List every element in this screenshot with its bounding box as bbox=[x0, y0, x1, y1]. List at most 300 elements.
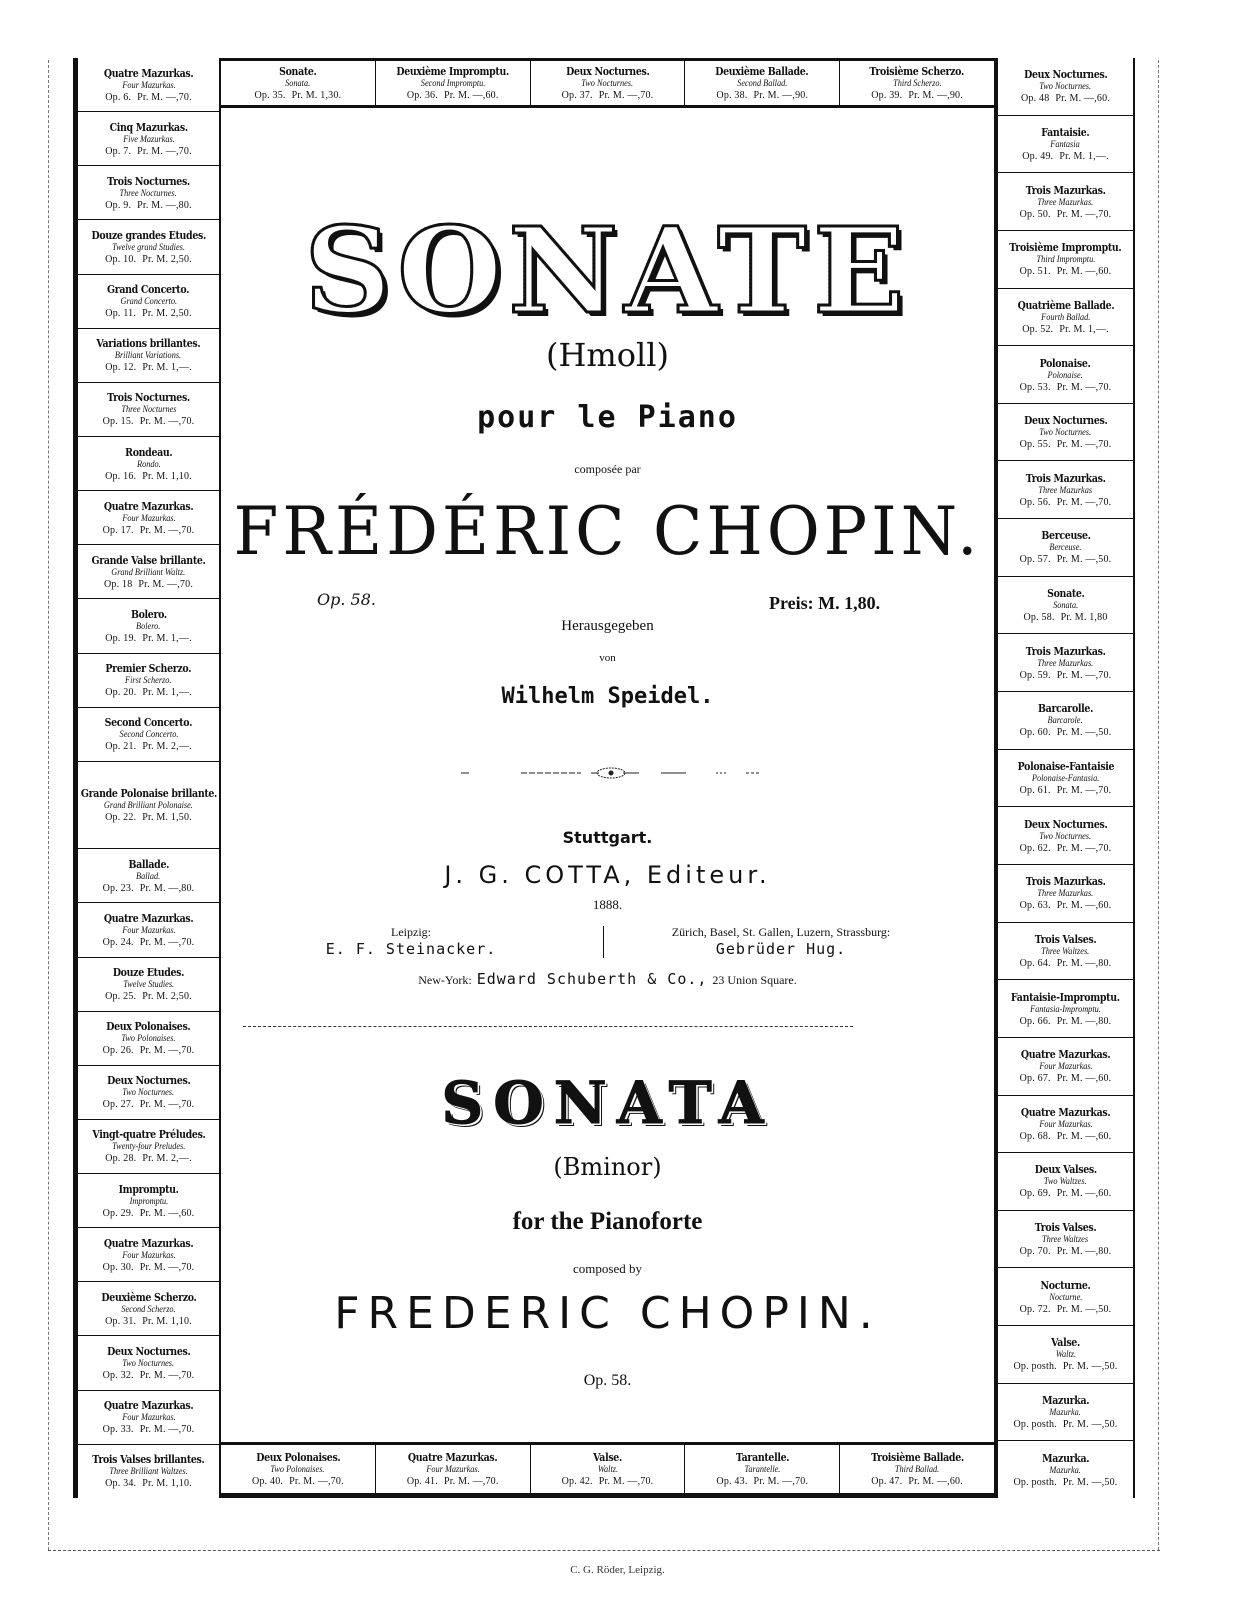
work-title-english: Two Nocturnes. bbox=[581, 78, 634, 88]
work-opus-price bbox=[1013, 1360, 1117, 1373]
opus-number: Op. 38. bbox=[716, 90, 748, 101]
work-opus-price bbox=[105, 686, 192, 699]
catalog-entry bbox=[78, 1174, 219, 1228]
agent-name: E. F. Steinacker. bbox=[325, 940, 497, 958]
opus-number: Op. 56. bbox=[1019, 496, 1051, 508]
work-title-french: Trois Valses brillantes. bbox=[92, 1452, 205, 1467]
work-opus-price bbox=[105, 1315, 192, 1328]
catalog-entry bbox=[78, 903, 219, 957]
work-title-english: Four Mazurkas. bbox=[1038, 1118, 1093, 1129]
catalog-entry bbox=[998, 865, 1133, 923]
work-opus-price bbox=[105, 990, 192, 1003]
work-title-english: Waltz. bbox=[597, 1464, 618, 1474]
price: Pr. M. —,70. bbox=[138, 578, 194, 590]
work-opus-price bbox=[716, 89, 808, 102]
work-opus-price bbox=[103, 882, 195, 895]
catalog-entry bbox=[78, 1066, 219, 1120]
work-title-french: Deux Nocturnes. bbox=[106, 1344, 191, 1359]
work-title-french: Deux Polonaises. bbox=[106, 1019, 191, 1034]
price: Pr. M. —,50. bbox=[1056, 554, 1112, 566]
catalog-entry bbox=[78, 708, 219, 762]
work-title-french: Quatrième Ballade. bbox=[1017, 297, 1114, 312]
catalog-entry bbox=[78, 1120, 219, 1174]
agent-city: New-York: bbox=[418, 973, 472, 987]
catalog-right-column bbox=[994, 58, 1135, 1498]
catalog-entry bbox=[998, 461, 1133, 519]
opus-number: Op. 61. bbox=[1019, 785, 1051, 796]
work-opus-price bbox=[1020, 381, 1112, 394]
work-title-french: Mazurka. bbox=[1041, 1450, 1090, 1465]
opus-number: Op. 9. bbox=[105, 199, 132, 211]
work-opus-price bbox=[104, 578, 193, 591]
opus-number: Op. 26. bbox=[102, 1045, 134, 1057]
opus-number: Op. 11. bbox=[105, 308, 137, 320]
work-title-french: Polonaise. bbox=[1040, 355, 1091, 370]
price: Pr. M. —,60. bbox=[1056, 900, 1112, 912]
work-title-french: Deuxième Impromptu. bbox=[396, 64, 509, 78]
price: Pr. M. 1,50. bbox=[142, 812, 192, 824]
work-title-french: Trois Valses. bbox=[1034, 931, 1097, 946]
work-title-french: Nocturne. bbox=[1040, 1277, 1091, 1292]
work-title-french: Douze grandes Etudes. bbox=[91, 227, 206, 242]
work-title-french: Sonate. bbox=[1046, 586, 1085, 601]
catalog-entry bbox=[531, 61, 686, 105]
work-opus-price bbox=[103, 1423, 195, 1436]
work-title-french: Rondeau. bbox=[124, 444, 173, 459]
work-opus-price bbox=[105, 307, 191, 320]
work-title-english: Twelve grand Studies. bbox=[112, 241, 185, 252]
price: Pr. M. —,70. bbox=[289, 1476, 344, 1487]
work-title-french: Valse. bbox=[593, 1450, 622, 1464]
opus-number: Op. 32. bbox=[102, 1370, 134, 1382]
work-title-english: Grand Concerto. bbox=[120, 296, 177, 307]
catalog-entry bbox=[998, 692, 1133, 750]
price: Pr. M. —,60. bbox=[139, 1207, 195, 1219]
work-title-french: Fantaisie-Impromptu. bbox=[1011, 989, 1120, 1004]
catalog-entry bbox=[840, 1445, 994, 1493]
work-title-english: Two Nocturnes. bbox=[1039, 81, 1092, 92]
price: Pr. M. 2,—. bbox=[142, 1153, 192, 1165]
catalog-entry bbox=[78, 112, 219, 166]
catalog-entry bbox=[998, 1268, 1133, 1326]
opus-number: Op. 24. bbox=[102, 936, 134, 948]
price: Pr. M. —,70. bbox=[137, 145, 192, 157]
work-opus-price bbox=[103, 1369, 195, 1382]
work-title-english: Two Nocturnes. bbox=[122, 1087, 175, 1098]
opus-number: Op. 49. bbox=[1022, 150, 1054, 162]
price: Pr. M. —,70. bbox=[137, 91, 192, 103]
catalog-entry bbox=[998, 404, 1133, 462]
printer-credit: C. G. Röder, Leipzig. bbox=[570, 1564, 665, 1576]
page-edge-bottom bbox=[48, 1550, 1160, 1551]
price: Pr. M. 2,—. bbox=[142, 741, 192, 753]
opus-number: Op. 58. bbox=[317, 590, 376, 609]
price: Pr. M. 1,—. bbox=[142, 362, 192, 374]
work-opus-price bbox=[1022, 323, 1109, 336]
work-opus-price bbox=[103, 1207, 195, 1220]
composed-by-english: composed by bbox=[573, 1261, 642, 1276]
opus-number: Op. 67. bbox=[1019, 1073, 1051, 1085]
work-title-french: Grande Polonaise brillante. bbox=[80, 786, 217, 801]
work-title-english: Two Nocturnes. bbox=[1039, 427, 1092, 438]
by-label: von bbox=[599, 652, 616, 664]
work-title-french: Fantaisie. bbox=[1041, 124, 1090, 139]
opus-number: Op. posth. bbox=[1013, 1361, 1057, 1373]
work-title-english: Four Mazurkas. bbox=[121, 1412, 176, 1423]
work-opus-price bbox=[871, 1475, 963, 1488]
work-opus-price bbox=[1021, 92, 1110, 105]
agent-new-york bbox=[221, 970, 994, 988]
price: Pr. M. —,80. bbox=[1056, 1015, 1112, 1027]
catalog-entry bbox=[998, 231, 1133, 289]
catalog-entry bbox=[998, 577, 1133, 635]
price: Pr. M. —,70. bbox=[139, 1261, 195, 1273]
opus-number: Op. 41. bbox=[406, 1476, 438, 1487]
work-opus-price bbox=[252, 1475, 344, 1488]
work-title-english: Two Nocturnes. bbox=[122, 1358, 175, 1369]
work-title-french: Premier Scherzo. bbox=[105, 661, 192, 676]
work-title-french: Cinq Mazurkas. bbox=[109, 119, 188, 134]
work-opus-price bbox=[562, 89, 654, 102]
work-title-french: Troisième Scherzo. bbox=[869, 64, 965, 78]
price: Pr. M. —,60. bbox=[908, 1476, 963, 1487]
price: Pr. M. 1,30. bbox=[291, 90, 342, 101]
price: Pr. M. —,80. bbox=[1056, 957, 1112, 969]
catalog-entry bbox=[998, 634, 1133, 692]
catalog-entry bbox=[78, 220, 219, 274]
price: Pr. M. —,70. bbox=[753, 1476, 809, 1487]
catalog-entry bbox=[78, 1336, 219, 1390]
price: Pr. M. —,50. bbox=[1062, 1476, 1118, 1488]
page-edge-right bbox=[1158, 60, 1159, 1550]
work-title-english: First Scherzo. bbox=[125, 675, 172, 686]
catalog-entry bbox=[78, 762, 219, 849]
price: Pr. M. —,70. bbox=[1056, 669, 1112, 681]
work-opus-price bbox=[407, 1475, 499, 1488]
title-panel bbox=[221, 108, 994, 1442]
price: Pr. M. 1,—. bbox=[1059, 150, 1109, 162]
opus-number: Op. 36. bbox=[406, 90, 438, 101]
catalog-entry bbox=[78, 545, 219, 599]
work-title-french: Trois Valses. bbox=[1034, 1220, 1097, 1235]
work-title-english: Second Scherzo. bbox=[121, 1303, 176, 1314]
catalog-entry bbox=[78, 491, 219, 545]
work-opus-price bbox=[1020, 1130, 1112, 1143]
agent-address: 23 Union Square. bbox=[712, 973, 797, 987]
catalog-entry bbox=[78, 1012, 219, 1066]
opus-number: Op. 34. bbox=[105, 1478, 137, 1490]
work-opus-price bbox=[1022, 150, 1109, 163]
opus-number: Op. 33. bbox=[102, 1424, 134, 1436]
opus-number: Op. 62. bbox=[1019, 842, 1051, 854]
work-title-english: Two Polonaises. bbox=[270, 1464, 325, 1474]
work-title-english: Two Nocturnes. bbox=[1039, 830, 1092, 841]
work-opus-price bbox=[103, 936, 195, 949]
price: Pr. M. —,80. bbox=[139, 882, 195, 894]
work-title-french: Deuxième Scherzo. bbox=[100, 1289, 197, 1304]
work-title-french: Variations brillantes. bbox=[96, 336, 201, 351]
price: Pr. M. —,70. bbox=[1056, 785, 1112, 796]
work-opus-price bbox=[105, 740, 192, 753]
catalog-left-column bbox=[73, 58, 221, 1498]
work-title-english: Three Mazurkas. bbox=[1037, 888, 1094, 899]
opus-number: Op. 21. bbox=[105, 741, 137, 753]
catalog-entry bbox=[998, 1211, 1133, 1269]
composed-by-french: composée par bbox=[574, 462, 641, 476]
catalog-entry bbox=[998, 58, 1133, 116]
work-opus-price bbox=[105, 91, 192, 104]
price: Pr. M. 1,—. bbox=[142, 632, 192, 644]
work-title-english: Second Concerto. bbox=[119, 729, 178, 740]
price: Pr. M. 2,50. bbox=[142, 991, 192, 1003]
price: Pr. M. —,50. bbox=[1056, 727, 1112, 739]
opus-number: Op. 6. bbox=[105, 91, 132, 103]
price: Pr. M. —,70. bbox=[139, 1370, 195, 1382]
work-title-english: Waltz. bbox=[1055, 1349, 1076, 1360]
opus-number: Op. 64. bbox=[1019, 957, 1051, 969]
work-title-french: Second Concerto. bbox=[104, 715, 193, 730]
agent-city: Zürich, Basel, St. Gallen, Luzern, Strassburg: bbox=[671, 925, 891, 939]
opus-number: Op. 52. bbox=[1022, 323, 1054, 335]
work-title-french: Quatre Mazurkas. bbox=[103, 65, 194, 80]
work-opus-price bbox=[105, 470, 192, 483]
work-title-english: Grand Brilliant Polonaise. bbox=[103, 800, 194, 811]
catalog-entry bbox=[998, 1153, 1133, 1211]
opus-number: Op. 70. bbox=[1019, 1246, 1051, 1258]
work-title-french: Trois Nocturnes. bbox=[107, 390, 190, 405]
work-title-french: Polonaise-Fantaisie bbox=[1017, 759, 1114, 773]
work-title-french: Troisième Ballade. bbox=[870, 1450, 964, 1464]
price: Pr. M. —,60. bbox=[1056, 1188, 1112, 1200]
catalog-entry bbox=[78, 958, 219, 1012]
work-title-english: Nocturne. bbox=[1049, 1291, 1082, 1302]
catalog-entry bbox=[376, 1445, 531, 1493]
work-title-english: Berceuse. bbox=[1049, 542, 1082, 553]
opus-number-english: Op. 58. bbox=[583, 1372, 632, 1389]
work-opus-price bbox=[105, 145, 192, 158]
opus-number: Op. 47. bbox=[871, 1476, 903, 1487]
work-title-english: Polonaise. bbox=[1047, 369, 1084, 380]
opus-number: Op. 53. bbox=[1019, 381, 1051, 393]
work-title-french: Tarantelle. bbox=[735, 1450, 789, 1464]
work-opus-price bbox=[1013, 1476, 1117, 1489]
catalog-entry bbox=[78, 1282, 219, 1336]
opus-number: Op. 50. bbox=[1019, 208, 1051, 220]
catalog-entry bbox=[78, 383, 219, 437]
work-title-english: Four Mazurkas. bbox=[121, 1249, 176, 1260]
work-title-french: Quatre Mazurkas. bbox=[407, 1450, 498, 1464]
work-title-english: Three Mazurkas bbox=[1038, 484, 1093, 495]
catalog-entry bbox=[78, 1445, 219, 1498]
work-opus-price bbox=[1020, 1187, 1112, 1200]
opus-number: Op. 20. bbox=[105, 687, 137, 699]
agent-name: Gebrüder Hug. bbox=[715, 940, 847, 958]
work-title-french: Quatre Mazurkas. bbox=[103, 498, 194, 513]
work-title-english: Ballad. bbox=[136, 870, 161, 881]
work-title-french: Deux Polonaises. bbox=[255, 1450, 340, 1464]
work-title-french: Quatre Mazurkas. bbox=[103, 1398, 194, 1413]
work-title-english: Twenty-four Preludes. bbox=[111, 1141, 186, 1152]
price: Pr. M. —,70. bbox=[139, 416, 195, 428]
work-title-french: Ballade. bbox=[128, 856, 169, 871]
work-opus-price bbox=[562, 1475, 654, 1488]
opus-number: Op. 18 bbox=[103, 578, 133, 590]
work-title-french: Trois Mazurkas. bbox=[1025, 470, 1106, 485]
catalog-entry bbox=[78, 275, 219, 329]
work-opus-price bbox=[1020, 1072, 1112, 1085]
publisher-city: Stuttgart. bbox=[562, 828, 653, 847]
agent-divider bbox=[603, 926, 604, 958]
work-opus-price bbox=[1013, 1418, 1117, 1431]
work-opus-price bbox=[103, 524, 195, 537]
work-title-french: Quatre Mazurkas. bbox=[1020, 1104, 1111, 1119]
work-title-english: Two Polonaises. bbox=[121, 1033, 176, 1044]
price: Pr. M. —,50. bbox=[1062, 1419, 1118, 1431]
opus-number: Op. 60. bbox=[1019, 727, 1051, 739]
price: Pr. M. —,60. bbox=[1056, 1073, 1112, 1085]
work-opus-price bbox=[105, 811, 192, 824]
work-title-english: Three Waltzes. bbox=[1041, 945, 1090, 956]
catalog-entry bbox=[221, 61, 376, 105]
price: Pr. M. —,70. bbox=[139, 524, 195, 536]
opus-number: Op. 66. bbox=[1019, 1015, 1051, 1027]
opus-number: Op. 19. bbox=[105, 632, 137, 644]
opus-number: Op. 48 bbox=[1020, 93, 1050, 105]
catalog-bottom-row bbox=[221, 1442, 994, 1498]
catalog-entry bbox=[78, 329, 219, 383]
work-title-french: Quatre Mazurkas. bbox=[103, 910, 194, 925]
opus-number: Op. 31. bbox=[105, 1315, 137, 1327]
work-title-english: Bolero. bbox=[136, 620, 161, 631]
instrument-english: for the Pianoforte bbox=[512, 1208, 703, 1235]
catalog-entry bbox=[376, 61, 531, 105]
opus-number: Op. 7. bbox=[105, 145, 132, 157]
work-title-french: Trois Nocturnes. bbox=[107, 173, 190, 188]
work-opus-price bbox=[1020, 496, 1112, 509]
work-title-french: Troisième Impromptu. bbox=[1009, 240, 1122, 255]
work-opus-price bbox=[1020, 899, 1112, 912]
price: Pr. M. —,70. bbox=[139, 1424, 195, 1436]
work-title-french: Valse. bbox=[1051, 1335, 1080, 1350]
work-opus-price bbox=[103, 1044, 195, 1057]
agent-leipzig bbox=[291, 924, 531, 958]
work-opus-price bbox=[1020, 1015, 1112, 1028]
work-title-english: Third Scherzo. bbox=[892, 78, 942, 88]
catalog-entry bbox=[531, 1445, 686, 1493]
work-title-english: Three Mazurkas. bbox=[1037, 657, 1094, 668]
price: Pr. M. —,50. bbox=[1056, 1303, 1112, 1315]
work-opus-price bbox=[105, 199, 192, 212]
work-opus-price bbox=[1020, 265, 1112, 278]
work-title-english: Three Mazurkas. bbox=[1037, 196, 1094, 207]
opus-number: Op. 55. bbox=[1019, 439, 1051, 451]
opus-number: Op. 69. bbox=[1019, 1188, 1051, 1200]
work-opus-price bbox=[1020, 208, 1112, 221]
work-opus-price bbox=[1020, 842, 1112, 855]
work-title-english: Three Nocturnes. bbox=[119, 187, 178, 198]
work-opus-price bbox=[105, 1152, 192, 1165]
opus-number: Op. 29. bbox=[102, 1207, 134, 1219]
catalog-entry bbox=[78, 654, 219, 708]
catalog-entry bbox=[998, 1384, 1133, 1442]
catalog-entry bbox=[998, 1096, 1133, 1154]
work-title-english: Fantasia bbox=[1050, 138, 1081, 149]
price: Pr. M. 1,—. bbox=[142, 687, 192, 699]
opus-number: Op. 23. bbox=[102, 882, 134, 894]
price: Pr. M. —,60. bbox=[1056, 1130, 1112, 1142]
work-title-french: Deux Nocturnes. bbox=[565, 64, 650, 78]
catalog-entry bbox=[685, 61, 840, 105]
work-title-french: Berceuse. bbox=[1040, 528, 1091, 543]
work-title-french: Deuxième Ballade. bbox=[715, 64, 809, 78]
opus-number: Op. 12. bbox=[105, 362, 137, 374]
work-title-english: Third Impromptu. bbox=[1036, 254, 1095, 265]
price: Pr. M. 1,10. bbox=[142, 1315, 192, 1327]
composer-name-french: FRÉDÉRIC CHOPIN. bbox=[233, 493, 982, 570]
sales-agents bbox=[221, 924, 994, 964]
work-title-english: Four Mazurkas. bbox=[1038, 1061, 1093, 1072]
opus-number: Op. 10. bbox=[105, 253, 137, 265]
opus-number: Op. 25. bbox=[105, 991, 137, 1003]
instrument-french: pour le Piano bbox=[477, 400, 738, 435]
catalog-entry bbox=[685, 1445, 840, 1493]
opus-number: Op. posth. bbox=[1013, 1419, 1057, 1431]
work-title-english: Two Waltzes. bbox=[1044, 1176, 1087, 1187]
price: Pr. M. —,70. bbox=[1056, 208, 1112, 220]
opus-number: Op. 57. bbox=[1019, 554, 1051, 566]
section-divider bbox=[243, 1026, 853, 1027]
work-opus-price bbox=[105, 1477, 192, 1490]
work-opus-price bbox=[105, 253, 192, 266]
opus-number: Op. 28. bbox=[105, 1153, 137, 1165]
catalog-entry bbox=[998, 750, 1133, 808]
catalog-entry bbox=[78, 1391, 219, 1445]
price: Pr. M. 1,80 bbox=[1060, 612, 1108, 624]
agent-name: Edward Schuberth & Co., bbox=[476, 970, 708, 988]
work-title-french: Trois Mazurkas. bbox=[1025, 643, 1106, 658]
work-title-french: Quatre Mazurkas. bbox=[103, 1235, 194, 1250]
work-title-english: Barcarole. bbox=[1047, 715, 1084, 726]
work-title-french: Grand Concerto. bbox=[107, 282, 190, 297]
work-opus-price bbox=[103, 1098, 195, 1111]
price: Pr. M. —,70. bbox=[1056, 842, 1112, 854]
price: Pr. M. —,70. bbox=[443, 1476, 499, 1487]
price: Pr. M. 1,10. bbox=[142, 1478, 192, 1490]
opus-number: Op. 15. bbox=[102, 416, 134, 428]
work-opus-price bbox=[716, 1475, 808, 1488]
price: Pr. M. —,50. bbox=[1062, 1361, 1118, 1373]
price: Pr. M. —,70. bbox=[1056, 439, 1112, 451]
work-opus-price bbox=[1020, 438, 1112, 451]
work-title-french: Barcarolle. bbox=[1037, 701, 1093, 716]
title-english: SONATA bbox=[441, 1069, 774, 1137]
catalog-entry bbox=[78, 599, 219, 653]
work-title-english: Fantasia-Impromptu. bbox=[1030, 1003, 1101, 1014]
price: Pr. M. 1,10. bbox=[142, 470, 192, 482]
work-title-french: Trois Mazurkas. bbox=[1025, 874, 1106, 889]
opus-number: Op. 30. bbox=[102, 1261, 134, 1273]
price: Pr. M. —,60. bbox=[1056, 266, 1112, 278]
opus-number: Op. 72. bbox=[1019, 1303, 1051, 1315]
catalog-entry bbox=[78, 1228, 219, 1282]
catalog-entry bbox=[998, 346, 1133, 404]
work-title-english: Third Ballad. bbox=[894, 1464, 940, 1474]
work-title-french: Deux Nocturnes. bbox=[1023, 816, 1108, 831]
catalog-entry bbox=[221, 1445, 376, 1493]
price: Pr. M. —,70. bbox=[139, 1045, 195, 1057]
catalog-entry bbox=[78, 849, 219, 903]
price: Pr. M. —,90. bbox=[753, 90, 809, 101]
